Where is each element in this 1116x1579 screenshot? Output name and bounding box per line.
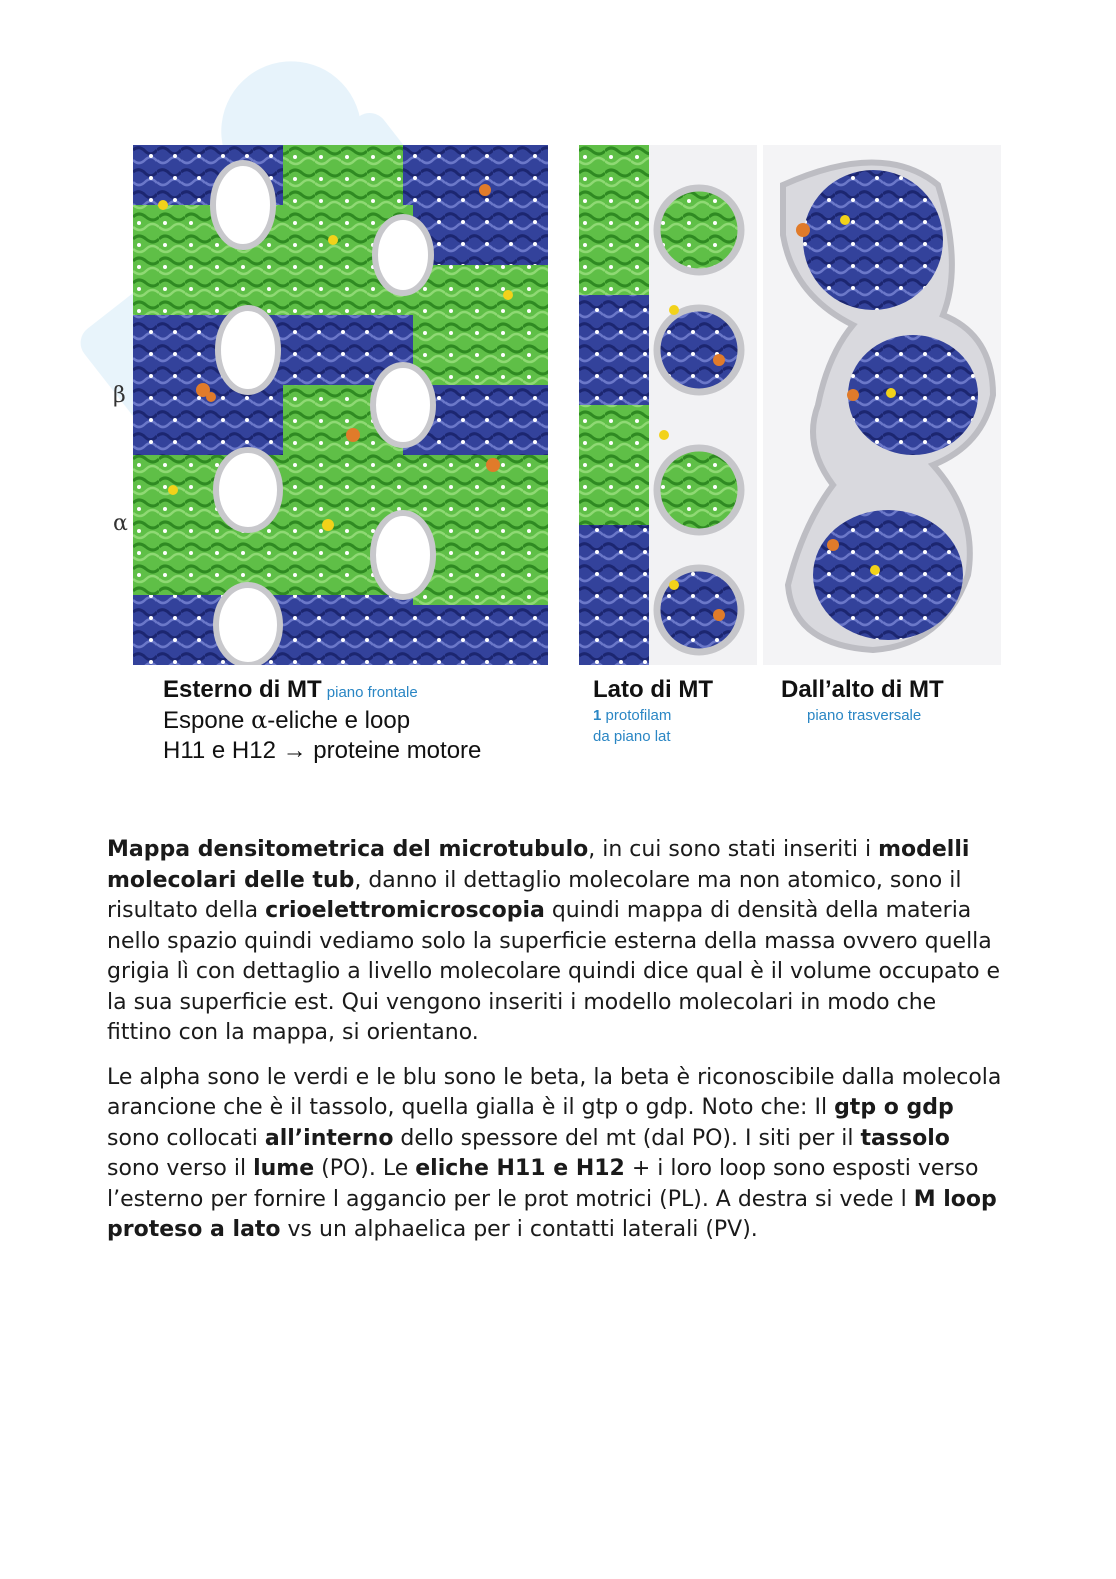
panel-side-view: [579, 145, 757, 665]
caption-top-subtitle: piano trasversale: [807, 707, 922, 724]
caption-top-title: Dall’alto di MT: [781, 676, 944, 703]
panel-external-view: [133, 145, 548, 665]
caption-external-line2: Espone α-eliche e loop: [163, 706, 411, 734]
caption-external-subtitle: piano frontale: [326, 684, 418, 701]
caption-external-line3: H11 e H12 → proteine motore: [163, 737, 482, 764]
caption-side: [593, 675, 713, 747]
microtubule-figure: [105, 135, 1005, 780]
caption-external: [163, 675, 481, 766]
caption-side-sub1: 1 protofilam: [593, 707, 672, 724]
caption-top: [781, 675, 944, 726]
caption-external-title: Esterno di MT: [163, 676, 322, 703]
panel-top-view: [763, 145, 1001, 665]
beta-label: β: [113, 383, 126, 408]
caption-side-title: Lato di MT: [593, 676, 713, 703]
caption-side-sub2: da piano lat: [593, 727, 671, 745]
alpha-label: α: [113, 511, 128, 536]
paragraph-1: Mappa densitometrica del microtubulo, in cui sono stati inseriti i modelli molecolari delle tub, danno il dettaglio molecolare ma non atomico, sono il risultato della crioelettromicroscopia quindi mappa di densità della materia nello spazio quindi vediamo solo la superficie esterna della massa ovvero quella grigia lì con dettaglio a livello molecolare quindi dice qual è il volume occupato e la sua superficie est. Qui vengono inseriti i modello molecolari in modo che fittino con la mappa, si orientano.: [107, 837, 1001, 1045]
paragraph-2: Le alpha sono le verdi e le blu sono le beta, la beta è riconoscibile dalla molecola arancione che è il tassolo, quella gialla è il gtp o gdp. Noto che: Il gtp o gdp sono collocati all’interno dello spessore del mt (dal PO). I siti per il tassolo sono verso il lume (PO). Le eliche H11 e H12 + i loro loop sono esposti verso l’esterno per fornire l aggancio per le prot motrici (PL). A destra si vede l M loop proteso a lato vs un alphaelica per i contatti laterali (PV).: [107, 1064, 1002, 1242]
body-text: [107, 835, 1007, 1260]
